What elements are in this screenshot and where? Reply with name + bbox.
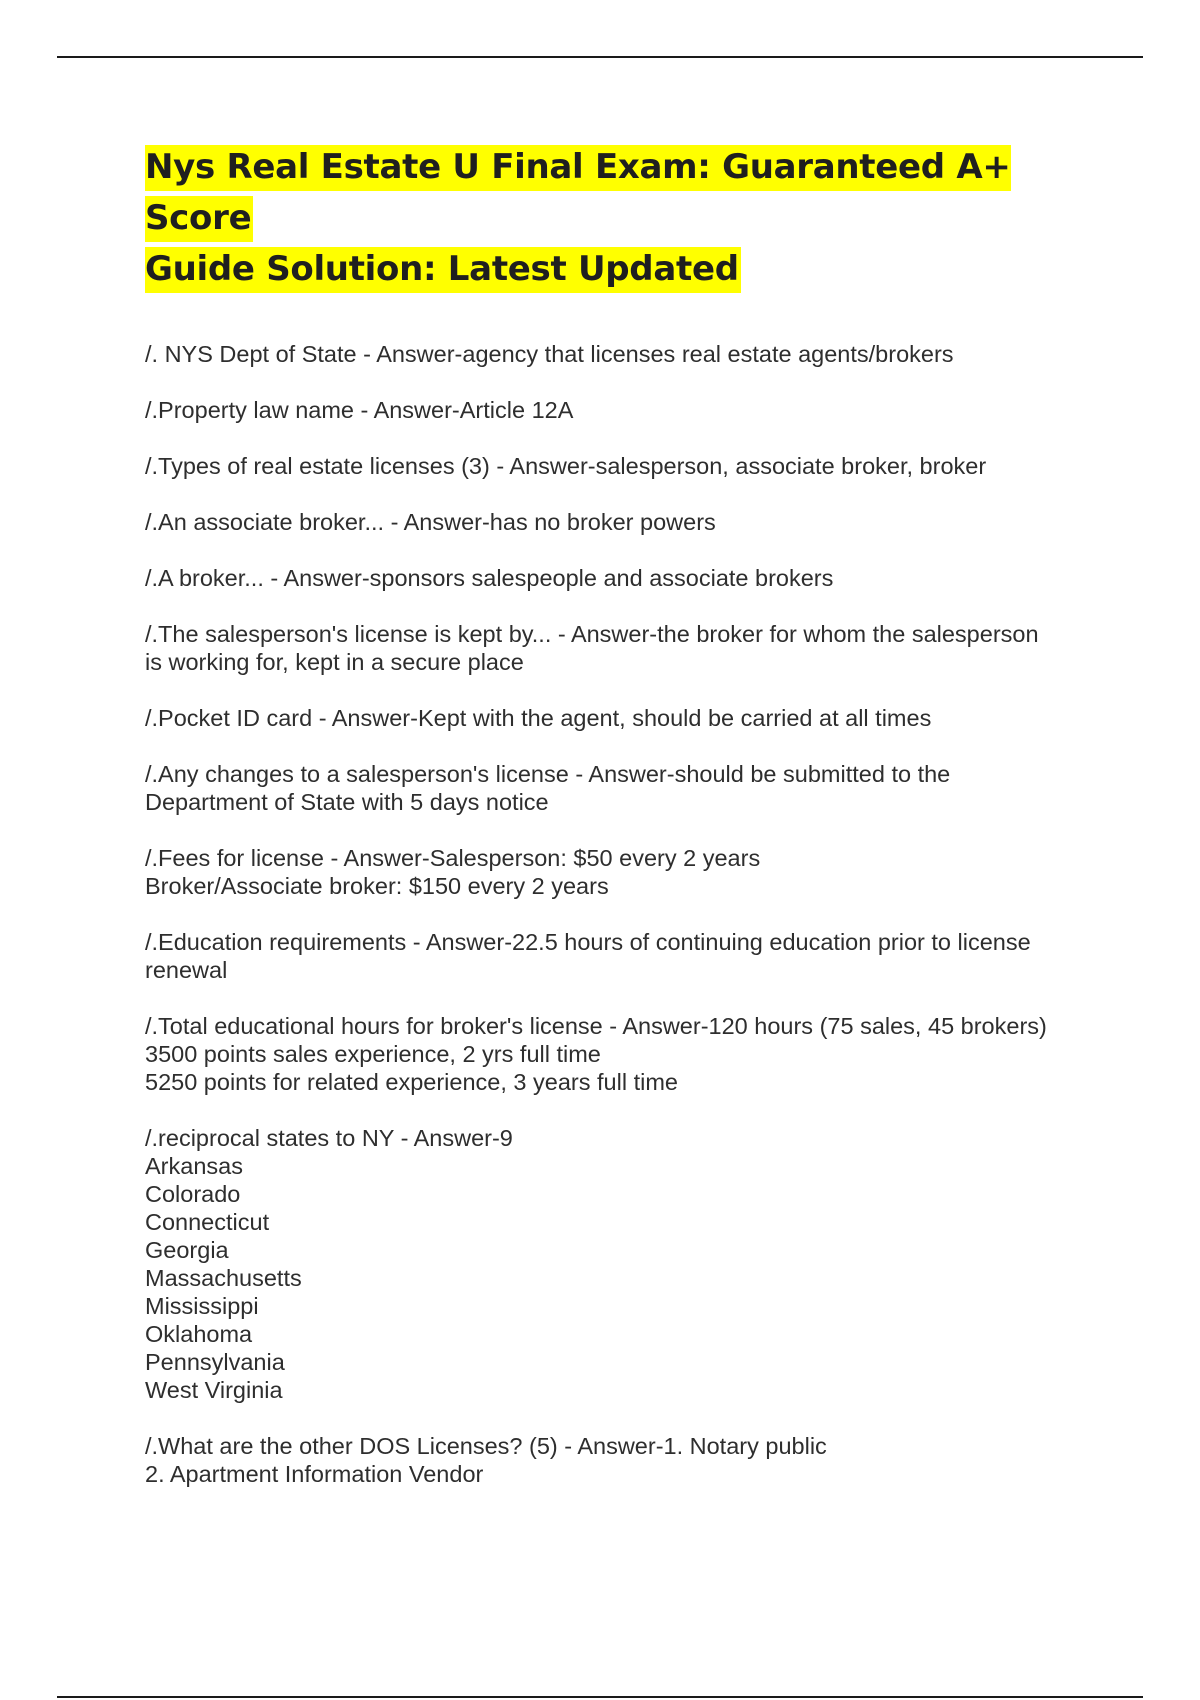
qa-question-line: /.A broker... - Answer-sponsors salespeople and associate brokers: [145, 565, 834, 591]
qa-answer-line: Mississippi: [145, 1293, 259, 1319]
qa-item: [145, 396, 1090, 424]
qa-item: [145, 928, 1090, 984]
qa-answer-line: 3500 points sales experience, 2 yrs full time: [145, 1041, 601, 1067]
qa-answer-line: is working for, kept in a secure place: [145, 649, 524, 675]
qa-item: [145, 452, 1090, 480]
qa-answer-line: Connecticut: [145, 1209, 270, 1235]
qa-question-line: /.Education requirements - Answer-22.5 hours of continuing education prior to license: [145, 929, 1031, 955]
qa-answer-line: Colorado: [145, 1181, 241, 1207]
qa-item: [145, 340, 1090, 368]
qa-item: [145, 844, 1090, 900]
qa-answer-line: Georgia: [145, 1237, 229, 1263]
document-body: [145, 142, 1090, 1516]
qa-question-line: /.What are the other DOS Licenses? (5) - Answer-1. Notary public: [145, 1433, 827, 1459]
qa-item: [145, 1124, 1090, 1404]
qa-answer-line: Arkansas: [145, 1153, 243, 1179]
qa-answer-line: renewal: [145, 957, 228, 983]
bottom-rule: [57, 1696, 1143, 1698]
qa-answer-line: 2. Apartment Information Vendor: [145, 1461, 484, 1487]
qa-question-line: /. NYS Dept of State - Answer-agency that licenses real estate agents/brokers: [145, 341, 954, 367]
qa-item: [145, 704, 1090, 732]
qa-question-line: /.The salesperson's license is kept by... - Answer-the broker for whom the salesperson: [145, 621, 1039, 647]
qa-question-line: /.Property law name - Answer-Article 12A: [145, 397, 574, 423]
qa-answer-line: West Virginia: [145, 1377, 283, 1403]
top-rule: [57, 56, 1143, 58]
qa-answer-line: Broker/Associate broker: $150 every 2 years: [145, 873, 609, 899]
qa-question-line: /.Types of real estate licenses (3) - Answer-salesperson, associate broker, broker: [145, 453, 987, 479]
question-answer-list: [145, 340, 1090, 1488]
qa-question-line: /.reciprocal states to NY - Answer-9: [145, 1125, 513, 1151]
qa-item: [145, 760, 1090, 816]
qa-question-line: /.Any changes to a salesperson's license - Answer-should be submitted to the: [145, 761, 951, 787]
qa-answer-line: Massachusetts: [145, 1265, 302, 1291]
qa-item: [145, 1432, 1090, 1488]
qa-question-line: /.An associate broker... - Answer-has no broker powers: [145, 509, 716, 535]
title-line-2: Guide Solution: Latest Updated: [145, 247, 741, 293]
qa-item: [145, 620, 1090, 676]
qa-question-line: /.Pocket ID card - Answer-Kept with the agent, should be carried at all times: [145, 705, 932, 731]
qa-question-line: /.Total educational hours for broker's license - Answer-120 hours (75 sales, 45 brokers): [145, 1013, 1047, 1039]
qa-answer-line: Pennsylvania: [145, 1349, 285, 1375]
qa-item: [145, 1012, 1090, 1096]
title-line-1: Nys Real Estate U Final Exam: Guaranteed A+ Score: [145, 145, 1011, 242]
document-title: [145, 142, 1090, 295]
qa-item: [145, 564, 1090, 592]
qa-answer-line: Department of State with 5 days notice: [145, 789, 549, 815]
qa-answer-line: 5250 points for related experience, 3 years full time: [145, 1069, 678, 1095]
qa-question-line: /.Fees for license - Answer-Salesperson: $50 every 2 years: [145, 845, 761, 871]
qa-answer-line: Oklahoma: [145, 1321, 253, 1347]
qa-item: [145, 508, 1090, 536]
